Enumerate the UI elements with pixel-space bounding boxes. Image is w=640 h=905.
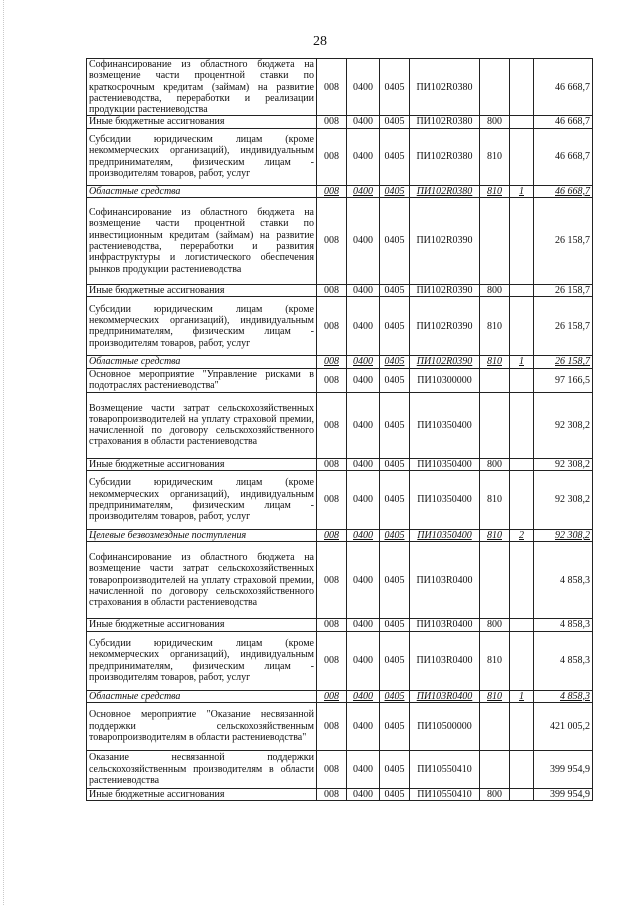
vr-code: 810 [480,185,510,197]
gr-code: 008 [317,297,347,356]
source-code [510,750,534,788]
pr-code: 0405 [380,285,410,297]
table-row [87,116,593,128]
pr-code: 0405 [380,116,410,128]
row-name: Иные бюджетные ассигнования [87,788,317,800]
amount: 92 308,2 [534,470,593,529]
pr-code: 0405 [380,297,410,356]
gr-code: 008 [317,185,347,197]
vr-code: 800 [480,116,510,128]
vr-code: 810 [480,297,510,356]
row-name: Софинансирование из областного бюджета на возмещение части затрат сельскохозяйственных товаропроизводителей на уплату страховой премии, начисленной по договору сельскохозяйственного страхования в области растениеводства [87,542,317,619]
gr-code: 008 [317,542,347,619]
amount: 92 308,2 [534,392,593,458]
vr-code [480,392,510,458]
table-row [87,631,593,690]
pr-code: 0405 [380,198,410,285]
row-name: Областные средства [87,690,317,702]
gr-code: 008 [317,392,347,458]
gr-code: 008 [317,631,347,690]
csr-code: ПИ10300000 [410,368,480,392]
source-code: 1 [510,185,534,197]
csr-code: ПИ103R0400 [410,690,480,702]
source-code [510,788,534,800]
rz-code: 0400 [347,542,380,619]
table-row [87,702,593,750]
row-name: Областные средства [87,185,317,197]
pr-code: 0405 [380,128,410,185]
csr-code: ПИ10350400 [410,470,480,529]
source-code [510,368,534,392]
source-code [510,59,534,116]
gr-code: 008 [317,702,347,750]
gr-code: 008 [317,690,347,702]
gr-code: 008 [317,368,347,392]
source-code [510,542,534,619]
rz-code: 0400 [347,702,380,750]
gr-code: 008 [317,619,347,631]
csr-code: ПИ102R0380 [410,185,480,197]
row-name: Оказание несвязанной поддержки сельскохозяйственным производителям в области растениеводства [87,750,317,788]
vr-code: 810 [480,128,510,185]
table-row [87,392,593,458]
amount: 46 668,7 [534,128,593,185]
vr-code: 800 [480,788,510,800]
source-code [510,297,534,356]
rz-code: 0400 [347,392,380,458]
source-code [510,702,534,750]
gr-code: 008 [317,285,347,297]
vr-code: 800 [480,458,510,470]
csr-code: ПИ10550410 [410,788,480,800]
gr-code: 008 [317,529,347,541]
pr-code: 0405 [380,368,410,392]
gr-code: 008 [317,59,347,116]
csr-code: ПИ102R0390 [410,285,480,297]
vr-code: 800 [480,285,510,297]
amount: 26 158,7 [534,198,593,285]
amount: 399 954,9 [534,788,593,800]
csr-code: ПИ10350400 [410,458,480,470]
vr-code: 810 [480,356,510,368]
amount: 46 668,7 [534,185,593,197]
table-row [87,285,593,297]
pr-code: 0405 [380,542,410,619]
rz-code: 0400 [347,116,380,128]
amount: 26 158,7 [534,356,593,368]
rz-code: 0400 [347,285,380,297]
vr-code [480,750,510,788]
csr-code: ПИ102R0390 [410,198,480,285]
pr-code: 0405 [380,750,410,788]
vr-code [480,368,510,392]
amount: 46 668,7 [534,116,593,128]
csr-code: ПИ10500000 [410,702,480,750]
rz-code: 0400 [347,631,380,690]
table-row [87,750,593,788]
gr-code: 008 [317,788,347,800]
row-name: Софинансирование из областного бюджета на возмещение части процентной ставки по инвестиционным кредитам (займам) на развитие растениеводства, переработки и развития инфраструктуры и логистического обеспечения рынков продукции растениеводства [87,198,317,285]
vr-code [480,198,510,285]
gr-code: 008 [317,458,347,470]
table-row [87,59,593,116]
vr-code: 800 [480,619,510,631]
pr-code: 0405 [380,529,410,541]
row-name: Иные бюджетные ассигнования [87,619,317,631]
pr-code: 0405 [380,788,410,800]
source-code [510,128,534,185]
row-name: Софинансирование из областного бюджета на возмещение части процентной ставки по краткосрочным кредитам (займам) на развитие растениеводства, переработки и реализации продукции растениеводства [87,59,317,116]
csr-code: ПИ103R0400 [410,619,480,631]
rz-code: 0400 [347,470,380,529]
csr-code: ПИ102R0380 [410,59,480,116]
table-row [87,128,593,185]
table-row [87,470,593,529]
row-name: Возмещение части затрат сельскохозяйственных товаропроизводителей на уплату страховой премии, начисленной по договору сельскохозяйственного страхования в области растениеводства [87,392,317,458]
csr-code: ПИ103R0400 [410,542,480,619]
row-name: Иные бюджетные ассигнования [87,285,317,297]
amount: 4 858,3 [534,631,593,690]
csr-code: ПИ102R0390 [410,356,480,368]
funding-source-row [87,690,593,702]
source-code [510,619,534,631]
page-number: 28 [313,34,327,49]
amount: 97 166,5 [534,368,593,392]
source-code: 1 [510,690,534,702]
rz-code: 0400 [347,750,380,788]
pr-code: 0405 [380,631,410,690]
amount: 4 858,3 [534,542,593,619]
rz-code: 0400 [347,128,380,185]
row-name: Областные средства [87,356,317,368]
csr-code: ПИ10350400 [410,529,480,541]
table-row [87,458,593,470]
csr-code: ПИ10350400 [410,392,480,458]
csr-code: ПИ10550410 [410,750,480,788]
rz-code: 0400 [347,368,380,392]
pr-code: 0405 [380,392,410,458]
row-name: Основное мероприятие "Управление рисками в подотраслях растениеводства" [87,368,317,392]
vr-code: 810 [480,690,510,702]
pr-code: 0405 [380,185,410,197]
amount: 92 308,2 [534,529,593,541]
scan-edge-line [3,0,4,905]
rz-code: 0400 [347,690,380,702]
amount: 399 954,9 [534,750,593,788]
pr-code: 0405 [380,356,410,368]
csr-code: ПИ103R0400 [410,631,480,690]
amount: 46 668,7 [534,59,593,116]
source-code [510,116,534,128]
vr-code: 810 [480,470,510,529]
row-name: Целевые безвозмездные поступления [87,529,317,541]
row-name: Субсидии юридическим лицам (кроме некоммерческих организаций), индивидуальным предпринимателям, физическим лицам - производителям товаров, работ, услуг [87,631,317,690]
rz-code: 0400 [347,356,380,368]
vr-code [480,542,510,619]
table-row [87,297,593,356]
vr-code [480,702,510,750]
source-code [510,458,534,470]
table-row [87,198,593,285]
pr-code: 0405 [380,470,410,529]
vr-code: 810 [480,631,510,690]
pr-code: 0405 [380,458,410,470]
source-code [510,198,534,285]
pr-code: 0405 [380,690,410,702]
source-code [510,470,534,529]
csr-code: ПИ102R0380 [410,128,480,185]
table-row [87,788,593,800]
rz-code: 0400 [347,529,380,541]
rz-code: 0400 [347,185,380,197]
rz-code: 0400 [347,788,380,800]
csr-code: ПИ102R0390 [410,297,480,356]
amount: 92 308,2 [534,458,593,470]
rz-code: 0400 [347,59,380,116]
funding-source-row [87,185,593,197]
rz-code: 0400 [347,297,380,356]
amount: 4 858,3 [534,690,593,702]
funding-source-row [87,356,593,368]
row-name: Основное мероприятие "Оказание несвязанной поддержки сельскохозяйственным товаропроизводителям в области растениеводства" [87,702,317,750]
source-code [510,631,534,690]
vr-code: 810 [480,529,510,541]
rz-code: 0400 [347,458,380,470]
funding-source-row [87,529,593,541]
pr-code: 0405 [380,59,410,116]
row-name: Субсидии юридическим лицам (кроме некоммерческих организаций), индивидуальным предпринимателям, физическим лицам - производителям товаров, работ, услуг [87,297,317,356]
gr-code: 008 [317,198,347,285]
budget-table [86,58,593,801]
gr-code: 008 [317,116,347,128]
pr-code: 0405 [380,702,410,750]
vr-code [480,59,510,116]
row-name: Субсидии юридическим лицам (кроме некоммерческих организаций), индивидуальным предпринимателям, физическим лицам - производителям товаров, работ, услуг [87,128,317,185]
source-code [510,285,534,297]
amount: 26 158,7 [534,297,593,356]
pr-code: 0405 [380,619,410,631]
amount: 4 858,3 [534,619,593,631]
row-name: Субсидии юридическим лицам (кроме некоммерческих организаций), индивидуальным предпринимателям, физическим лицам - производителям товаров, работ, услуг [87,470,317,529]
gr-code: 008 [317,356,347,368]
csr-code: ПИ102R0380 [410,116,480,128]
gr-code: 008 [317,128,347,185]
rz-code: 0400 [347,198,380,285]
gr-code: 008 [317,750,347,788]
row-name: Иные бюджетные ассигнования [87,116,317,128]
gr-code: 008 [317,470,347,529]
table-row [87,542,593,619]
amount: 421 005,2 [534,702,593,750]
table-row [87,368,593,392]
amount: 26 158,7 [534,285,593,297]
source-code [510,392,534,458]
source-code: 1 [510,356,534,368]
row-name: Иные бюджетные ассигнования [87,458,317,470]
rz-code: 0400 [347,619,380,631]
source-code: 2 [510,529,534,541]
table-row [87,619,593,631]
